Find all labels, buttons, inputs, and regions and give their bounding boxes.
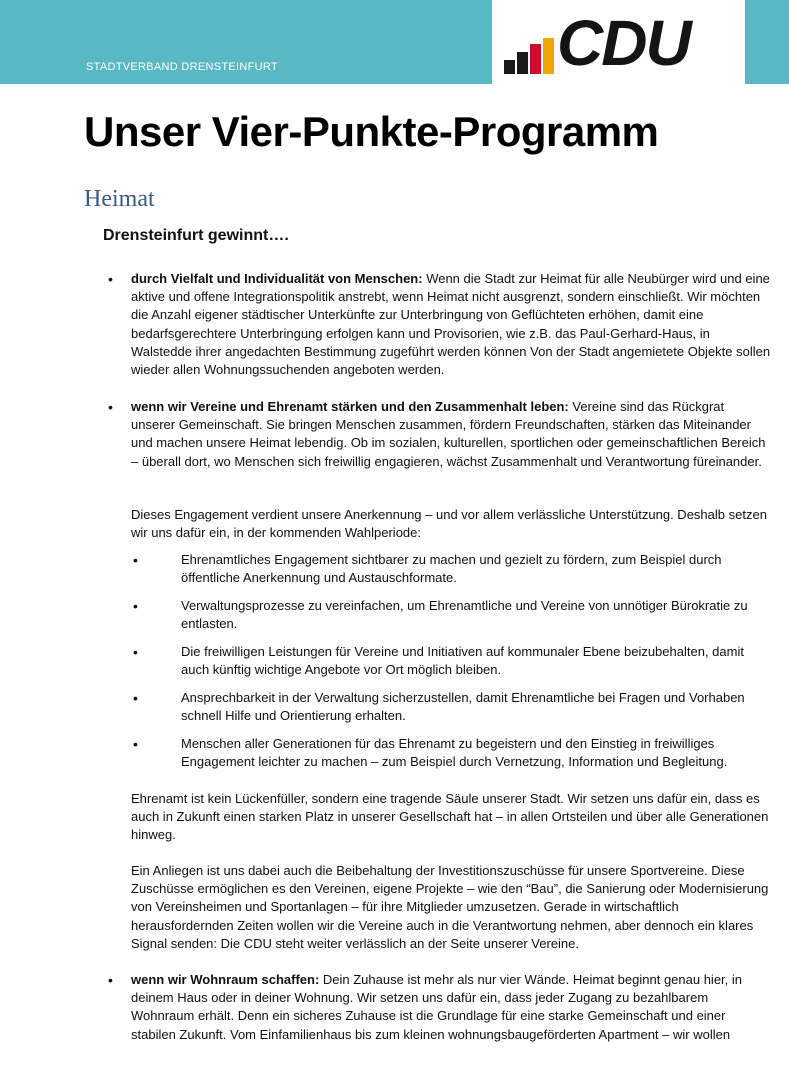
lead-text: Drensteinfurt gewinnt…. — [103, 227, 289, 244]
bullet-marker: • — [108, 972, 113, 988]
list-item-heading: wenn wir Wohnraum schaffen: — [131, 972, 320, 987]
list-item-text: Dein Zuhause ist mehr als nur vier Wände. Heimat beginnt genau hier, in deinem Haus oder in deiner Wohnung. Wir setzen uns dafür ein, dass jeder Zugang zu bezahlbarem Wohnraum erhält. Denn ein sicheres Zuhause ist die Grundlage für eine starke Gemeinschaft und einer stabilen Zukunft. Vom Einfamilienhaus bis zum kleinen wohnungsbaugeförderten Apartment – wir wollen — [131, 972, 743, 1042]
sub-list-item: Ehrenamtliches Engagement sichtbarer zu machen und gezielt zu fördern, zum Beispiel durch öffentliche Anerkennung und Austauschformate. — [181, 552, 722, 586]
header-org-name: STADTVERBAND DRENSTEINFURT — [86, 61, 278, 73]
sub-bullet-marker: • — [133, 736, 138, 752]
list-item-text: Wenn die Stadt zur Heimat für alle Neubürger wird und eine aktive und offene Integrationspolitik anstrebt, wenn Heimat nicht ausgrenzt, sondern einschließt. Wir möchten die Anzahl eigener städtischer Unterkünfte zur Unterbringung von Geflüchteten erhöhen, damit eine bedarfsgerechtere Unterbringung erfolgen kann und Provisorien, wie z.B. das Paul-Gerhard-Haus, in Walstedde ihrer angedachten Bestimmung zugeführt werden können Von der Stadt angemietete Objekte sollen wieder allen Wohnungssuchenden angeboten werden. — [131, 271, 771, 378]
cdu-logo-bars-icon — [504, 38, 554, 74]
engagement-intro: Dieses Engagement verdient unsere Anerkennung – und vor allem verlässliche Unterstützung. Deshalb setzen wir uns dafür ein, in der kommenden Wahlperiode: — [131, 507, 767, 541]
sub-bullet-marker: • — [133, 598, 138, 614]
list-item — [131, 270, 771, 379]
cdu-logo-text: CDU — [557, 7, 690, 79]
sub-bullet-marker: • — [133, 644, 138, 660]
bullet-marker: • — [108, 399, 113, 415]
sub-bullet-marker: • — [133, 552, 138, 568]
sub-list-item: Ansprechbarkeit in der Verwaltung sicherzustellen, damit Ehrenamtliche bei Fragen und Vorhaben schnell Hilfe und Orientierung erhalten. — [181, 690, 745, 724]
list-item-heading: wenn wir Vereine und Ehrenamt stärken und den Zusammenhalt leben: — [131, 399, 569, 414]
section-heading: Heimat — [84, 186, 155, 212]
list-item — [131, 971, 771, 1044]
sub-list-item: Die freiwilligen Leistungen für Vereine und Initiativen auf kommunaler Ebene beizubehalten, damit auch künftig wichtige Angebote vor Ort möglich bleiben. — [181, 644, 744, 678]
paragraph: Ehrenamt ist kein Lückenfüller, sondern eine tragende Säule unserer Stadt. Wir setzen uns dafür ein, dass es auch in Zukunft einen starken Platz in unserer Gesellschaft hat – in allen Ortsteilen und über alle Generationen hinweg. — [131, 791, 769, 843]
sub-bullet-marker: • — [133, 690, 138, 706]
bullet-marker: • — [108, 271, 113, 287]
sub-list-item: Menschen aller Generationen für das Ehrenamt zu begeistern und den Einstieg in freiwilliges Engagement leichter zu machen – zum Beispiel durch Vernetzung, Information und Begleitung. — [181, 736, 728, 770]
sub-list-item: Verwaltungsprozesse zu vereinfachen, um Ehrenamtliche und Vereine von unnötiger Bürokratie zu entlasten. — [181, 598, 748, 632]
list-item — [131, 398, 771, 471]
list-item-heading: durch Vielfalt und Individualität von Menschen: — [131, 271, 423, 286]
list-item-text: Vereine sind das Rückgrat unserer Gemeinschaft. Sie bringen Menschen zusammen, fördern Freundschaften, stärken das Miteinander und machen unsere Heimat lebendig. Ob im sozialen, kulturellen, sportlichen oder gemeinschaftlichen Bereich – überall dort, wo Menschen sich freiwillig engagieren, wächst Zusammenhalt und Verantwortung füreinander. — [131, 399, 766, 469]
page-title: Unser Vier-Punkte-Programm — [84, 108, 659, 155]
paragraph: Ein Anliegen ist uns dabei auch die Beibehaltung der Investitionszuschüsse für unsere Sportvereine. Diese Zuschüsse ermöglichen es den Vereinen, eigene Projekte – wie den “Bau”, die Sanierung oder Modernisierung von Vereinsheimen und Sportanlagen – für ihre Mitglieder umzusetzen. Gerade in wirtschaftlich herausfordernden Zeiten wollen wir die Vereine auch in die Verantwortung nehmen, aber dennoch ein klares Signal senden: Die CDU steht weiter verlässlich an der Seite unserer Vereine. — [131, 863, 769, 951]
